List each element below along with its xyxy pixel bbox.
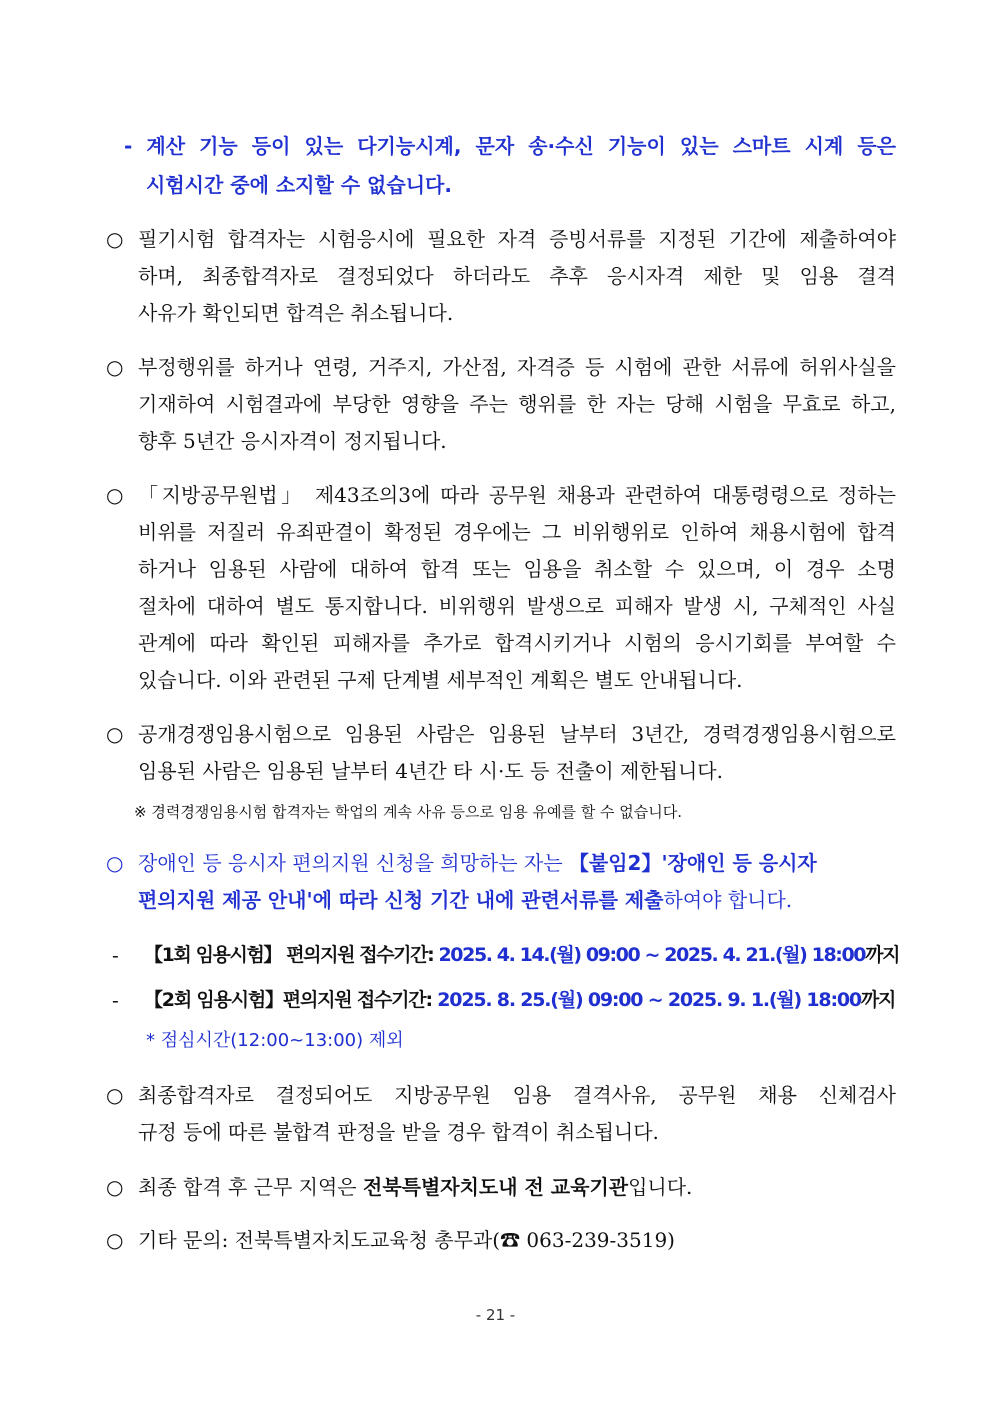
bullet-fraud: ○ xyxy=(106,355,124,379)
notice-line-2: 시험시간 중에 소지할 수 없습니다. xyxy=(146,173,452,197)
bullet-written-pass: ○ xyxy=(106,227,124,251)
disabled-line-2-bold: 편의지원 제공 안내'에 따라 신청 기간 내에 관련서류를 제출 xyxy=(138,888,664,912)
fraud-line-2: 기재하여 시험결과에 부당한 영향을 주는 행위를 한 자는 당해 시험을 무효로 하고, xyxy=(138,392,896,416)
workplace-line xyxy=(138,1172,692,1202)
contact-prefix: 기타 문의: 전북특별자치도교육청 총무과( xyxy=(138,1228,501,1252)
bullet-final: ○ xyxy=(106,1083,124,1107)
fraud-line-1: 부정행위를 하거나 연령, 거주지, 가산점, 자격증 등 시험에 관한 서류에 허위사실을 xyxy=(138,355,896,379)
contact-phone: 063-239-3519) xyxy=(520,1228,675,1252)
transfer-note: ※ 경력경쟁임용시험 합격자는 학업의 계속 사유 등으로 임용 유예를 할 수 없습니다. xyxy=(134,803,682,821)
fraud-line-3: 향후 5년간 응시자격이 정지됩니다. xyxy=(138,429,447,453)
contact-line xyxy=(138,1225,675,1255)
attachment-2-reference: 【붙임2】'장애인 등 응시자 xyxy=(568,851,817,875)
schedule-dash-2: - xyxy=(112,988,119,1012)
corruption-line-1: 「지방공무원법」 제43조의3에 따라 공무원 채용과 관련하여 대통령령으로 정하는 xyxy=(138,483,896,507)
schedule-round-2 xyxy=(144,985,895,1015)
disabled-line-1-text: 장애인 등 응시자 편의지원 신청을 희망하는 자는 xyxy=(138,851,569,875)
schedule-dash-1: - xyxy=(112,943,119,967)
notice-line-1: - 계산 기능 등이 있는 다기능시계, 문자 송·수신 기능이 있는 스마트 시계 등은 xyxy=(124,134,896,158)
round-2-label: 【2회 임용시험】편의지원 접수기간: xyxy=(144,989,432,1011)
transfer-line-2: 임용된 사람은 임용된 날부터 4년간 타 시·도 등 전출이 제한됩니다. xyxy=(138,759,723,783)
bullet-corruption: ○ xyxy=(106,483,124,507)
transfer-line-1: 공개경쟁임용시험으로 임용된 사람은 임용된 날부터 3년간, 경력경쟁임용시험으로 xyxy=(138,722,896,746)
round-2-suffix: 까지 xyxy=(860,989,896,1011)
final-line-1: 최종합격자로 결정되어도 지방공무원 임용 결격사유, 공무원 채용 신체검사 xyxy=(138,1083,896,1107)
written-pass-line-3: 사유가 확인되면 합격은 취소됩니다. xyxy=(138,301,454,325)
phone-icon: ☎ xyxy=(500,1228,521,1252)
disabled-line-1 xyxy=(138,848,896,878)
page-number: - 21 - xyxy=(475,1306,516,1324)
written-pass-line-1: 필기시험 합격자는 시험응시에 필요한 자격 증빙서류를 지정된 기간에 제출하여야 xyxy=(138,227,896,251)
corruption-line-3: 하거나 임용된 사람에 대하여 합격 또는 임용을 취소할 수 있으며, 이 경우 소명 xyxy=(138,557,896,581)
round-1-label: 【1회 임용시험】 편의지원 접수기간: xyxy=(144,944,434,966)
workplace-suffix: 입니다. xyxy=(628,1175,693,1199)
round-2-period: 2025. 8. 25.(월) 09:00 ~ 2025. 9. 1.(월) 18:00 xyxy=(437,989,861,1011)
corruption-line-4: 절차에 대하여 별도 통지합니다. 비위행위 발생으로 피해자 발생 시, 구체적인 사실 xyxy=(138,594,896,618)
disabled-line-2-text: 하여야 합니다. xyxy=(663,888,793,912)
bullet-workplace: ○ xyxy=(106,1175,124,1199)
disabled-line-2 xyxy=(138,885,792,915)
workplace-highlight: 전북특별자치도내 전 교육기관 xyxy=(363,1175,629,1199)
bullet-contact: ○ xyxy=(106,1228,124,1252)
schedule-round-1 xyxy=(144,940,899,970)
written-pass-line-2: 하며, 최종합격자로 결정되었다 하더라도 추후 응시자격 제한 및 임용 결격 xyxy=(138,264,896,288)
workplace-prefix: 최종 합격 후 근무 지역은 xyxy=(138,1175,363,1199)
bullet-disabled: ○ xyxy=(106,851,124,875)
round-1-suffix: 까지 xyxy=(865,944,900,966)
round-1-period: 2025. 4. 14.(월) 09:00 ~ 2025. 4. 21.(월) 18:00 xyxy=(438,944,866,966)
final-line-2: 규정 등에 따른 불합격 판정을 받을 경우 합격이 취소됩니다. xyxy=(138,1120,659,1144)
corruption-line-6: 있습니다. 이와 관련된 구제 단계별 세부적인 계획은 별도 안내됩니다. xyxy=(138,668,743,692)
corruption-line-5: 관계에 따라 확인된 피해자를 추가로 합격시키거나 시험의 응시기회를 부여할 수 xyxy=(138,631,896,655)
corruption-line-2: 비위를 저질러 유죄판결이 확정된 경우에는 그 비위행위로 인하여 채용시험에 합격 xyxy=(138,520,896,544)
bullet-transfer: ○ xyxy=(106,722,124,746)
lunch-note: * 점심시간(12:00~13:00) 제외 xyxy=(146,1030,404,1051)
